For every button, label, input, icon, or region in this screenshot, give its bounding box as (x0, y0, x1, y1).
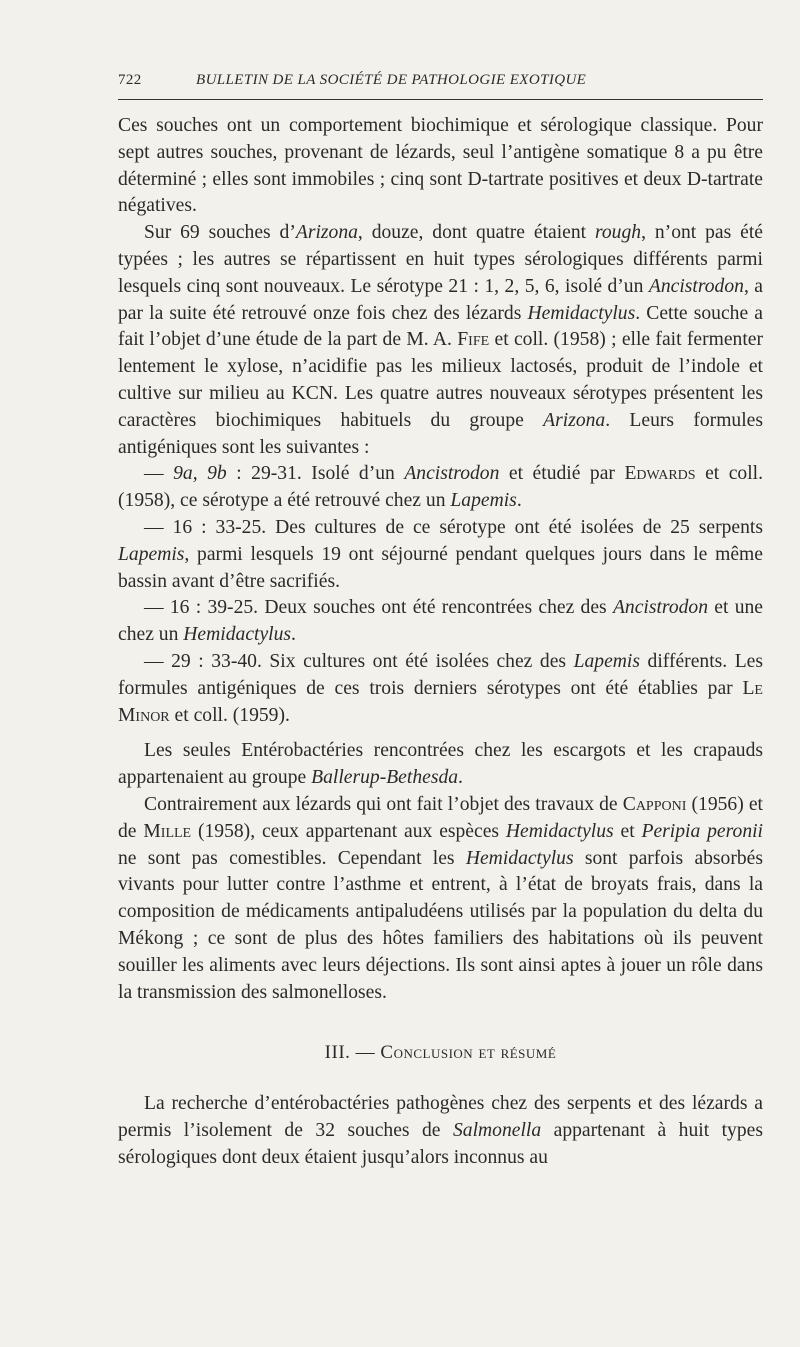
journal-title: BULLETIN DE LA SOCIÉTÉ DE PATHOLOGIE EXOTIQUE (196, 72, 587, 88)
page-number: 722 (118, 72, 142, 88)
paragraph-7: Les seules Entérobactéries rencontrées chez les escargots et les crapauds appartenaient au groupe Ballerup-Bethesda. (118, 740, 763, 789)
conclusion-paragraph: La recherche d’entérobactéries pathogènes chez des serpents et des lézards a permis l’isolement de 32 souches de Salmonella appartenant à huit types sérologiques dont deux étaient jusqu’alors inconnus au (118, 1093, 763, 1168)
paragraph-4: — 16 : 33-25. Des cultures de ce sérotype ont été isolées de 25 serpents Lapemis, parmi lesquels 19 ont séjourné pendant quelques jours dans le même bassin avant d’être sacrifiés. (118, 516, 763, 592)
section-heading: III. — Conclusion et résumé (324, 1042, 557, 1063)
main-text (118, 113, 763, 1006)
conclusion-text (118, 1090, 763, 1171)
paragraph-2: Sur 69 souches d’Arizona, douze, dont quatre étaient rough, n’ont pas été typées ; les autres se répartissent en huit types sérologiques différents parmi lesquels cinq sont nouveaux. Le sérotype 21 : 1, 2, 5, 6, isolé d’un Ancistrodon, a par la suite été retrouvé onze fois chez des lézards Hemidactylus. Cette souche a fait l’objet d’une étude de la part de M. A. Fife et coll. (1958) ; elle fait fermenter lentement le xylose, n’acidifie pas les milieux lactosés, produit de l’indole et cultive sur milieu au KCN. Les quatre autres nouveaux sérotypes présentent les caractères biochimiques habituels du groupe Arizona. Leurs formules antigéniques sont les suivantes : (118, 222, 763, 458)
paragraph-5: — 16 : 39-25. Deux souches ont été rencontrées chez des Ancistrodon et une chez un Hemidactylus. (118, 597, 764, 646)
running-header (118, 72, 763, 89)
paragraph-3: — 9a, 9b : 29-31. Isolé d’un Ancistrodon et étudié par Edwards et coll. (1958), ce sérotype a été retrouvé chez un Lapemis. (118, 463, 764, 512)
paragraph-6: — 29 : 33-40. Six cultures ont été isolées chez des Lapemis différents. Les formules antigéniques de ces trois derniers sérotypes ont été établies par Le Minor et coll. (1959). (118, 650, 763, 726)
header-rule (118, 99, 763, 100)
paragraph-8: Contrairement aux lézards qui ont fait l’objet des travaux de Capponi (1956) et de Mille (1958), ceux appartenant aux espèces Hemidactylus et Peripia peronii ne sont pas comestibles. Cependant les Hemidactylus sont parfois absorbés vivants pour lutter contre l’asthme et entrent, à l’état de broyats frais, dans la composition de médicaments antipaludéens utilisés par la population du delta du Mékong ; ce sont de plus des hôtes familiers des habitations où ils peuvent souiller les aliments avec leurs déjections. Ils sont ainsi aptes à jouer un rôle dans la transmission des salmonelloses. (118, 793, 764, 1003)
paragraph-1: Ces souches ont un comportement biochimique et sérologique classique. Pour sept autres souches, provenant de lézards, seul l’antigène somatique 8 a pu être déterminé ; elles sont immobiles ; cinq sont D-tartrate positives et deux D-tartrate négatives. (118, 115, 763, 217)
